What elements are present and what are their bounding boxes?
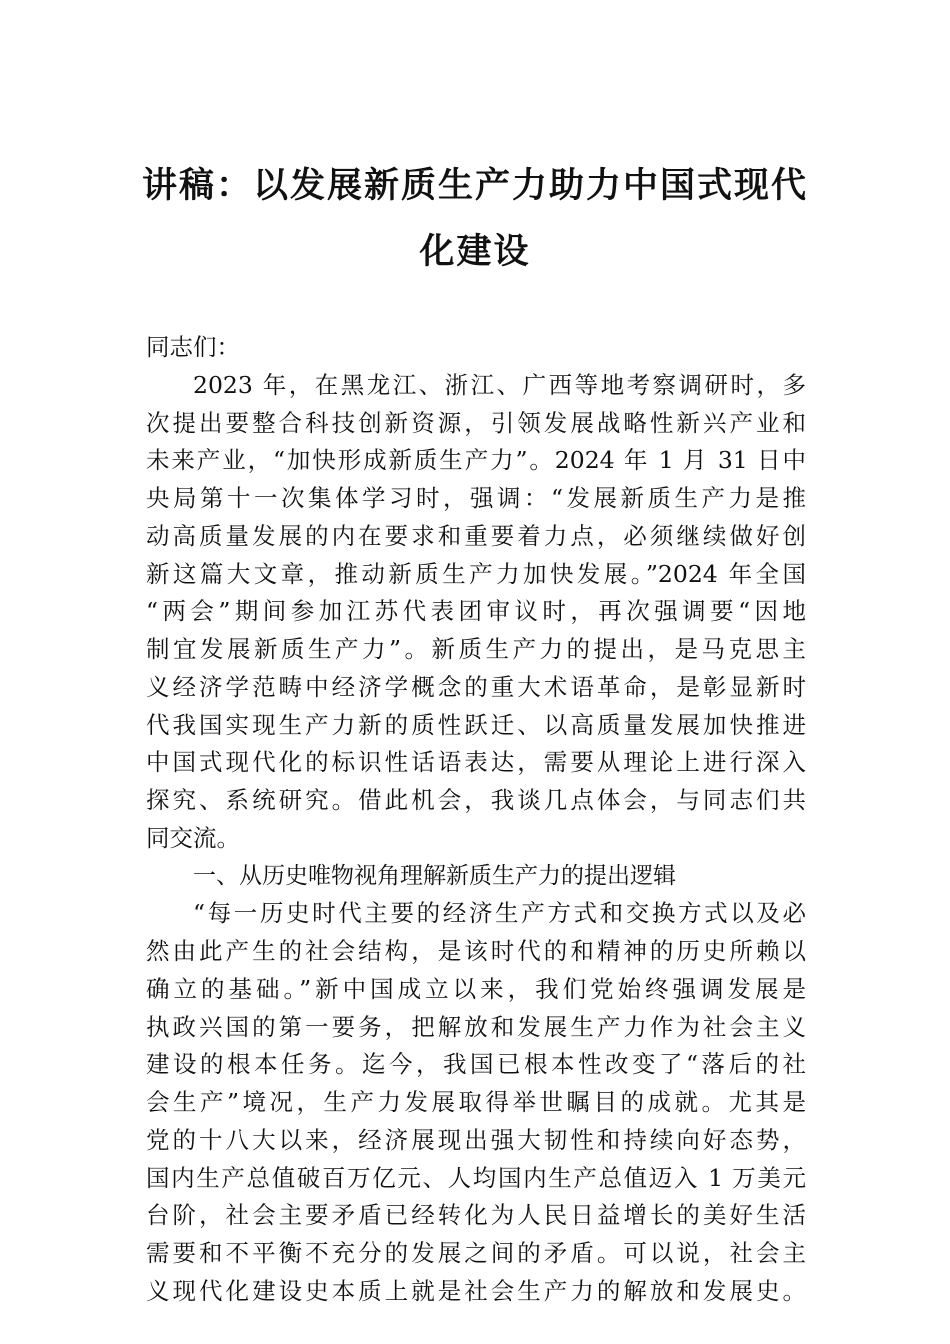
paragraph-1-line: 代我国实现生产力新的质性跃迁、以高质量发展加快推进 (146, 710, 806, 739)
paragraph-2-line: 党的十八大以来，经济展现出强大韧性和持续向好态势， (146, 1125, 806, 1154)
paragraph-1-line: 同交流。 (146, 823, 240, 852)
paragraph-1-line: 中国式现代化的标识性话语表达，需要从理论上进行深入 (146, 748, 806, 777)
document-title-line-1: 讲稿：以发展新质生产力助力中国式现代 (141, 166, 808, 206)
section-heading-1: 一、从历史唯物视角理解新质生产力的提出逻辑 (193, 862, 676, 889)
paragraph-2-line: “每一历史时代主要的经济生产方式和交换方式以及必 (193, 899, 806, 928)
paragraph-2-line: 需要和不平衡不充分的发展之间的矛盾。可以说，社会主 (146, 1239, 806, 1267)
paragraph-1-line: 未来产业，“加快形成新质生产力”。2024 年 1 月 31 日中 (146, 446, 806, 475)
paragraph-2-line: 台阶，社会主要矛盾已经转化为人民日益增长的美好生活 (146, 1201, 806, 1230)
paragraph-1-line: 次提出要整合科技创新资源，引领发展战略性新兴产业和 (146, 408, 806, 437)
paragraph-2-line: 建设的根本任务。迄今，我国已根本性改变了“落后的社 (146, 1050, 806, 1079)
paragraph-2-line: 确立的基础。”新中国成立以来，我们党始终强调发展是 (146, 974, 806, 1003)
paragraph-2-line: 然由此产生的社会结构，是该时代的和精神的历史所赖以 (146, 937, 806, 965)
paragraph-1-line: 探究、系统研究。借此机会，我谈几点体会，与同志们共 (146, 786, 806, 814)
paragraph-1-line: 新这篇大文章，推动新质生产力加快发展。”2024 年全国 (146, 559, 806, 588)
paragraph-1-line: 2023 年，在黑龙江、浙江、广西等地考察调研时，多 (193, 370, 806, 399)
paragraph-1-line: 动高质量发展的内在要求和重要着力点，必须继续做好创 (146, 521, 806, 550)
document-title-line-2: 化建设 (419, 232, 531, 272)
salutation: 同志们： (146, 333, 240, 361)
paragraph-2-line: 执政兴国的第一要务，把解放和发展生产力作为社会主义 (146, 1012, 806, 1041)
paragraph-2-line: 国内生产总值破百万亿元、人均国内生产总值迈入 1 万美元 (146, 1163, 806, 1192)
paragraph-1-line: 义经济学范畴中经济学概念的重大术语革命，是彰显新时 (146, 672, 806, 701)
paragraph-1-line: “两会”期间参加江苏代表团审议时，再次强调要“因地 (146, 597, 806, 626)
paragraph-1-line: 央局第十一次集体学习时，强调：“发展新质生产力是推 (146, 484, 806, 512)
document-body (146, 329, 806, 1311)
paragraph-1-line: 制宜发展新质生产力”。新质生产力的提出，是马克思主 (146, 635, 806, 663)
paragraph-2-line: 义现代化建设史本质上就是社会生产力的解放和发展史。 (146, 1276, 806, 1305)
paragraph-2-line: 会生产”境况，生产力发展取得举世瞩目的成就。尤其是 (146, 1088, 806, 1116)
